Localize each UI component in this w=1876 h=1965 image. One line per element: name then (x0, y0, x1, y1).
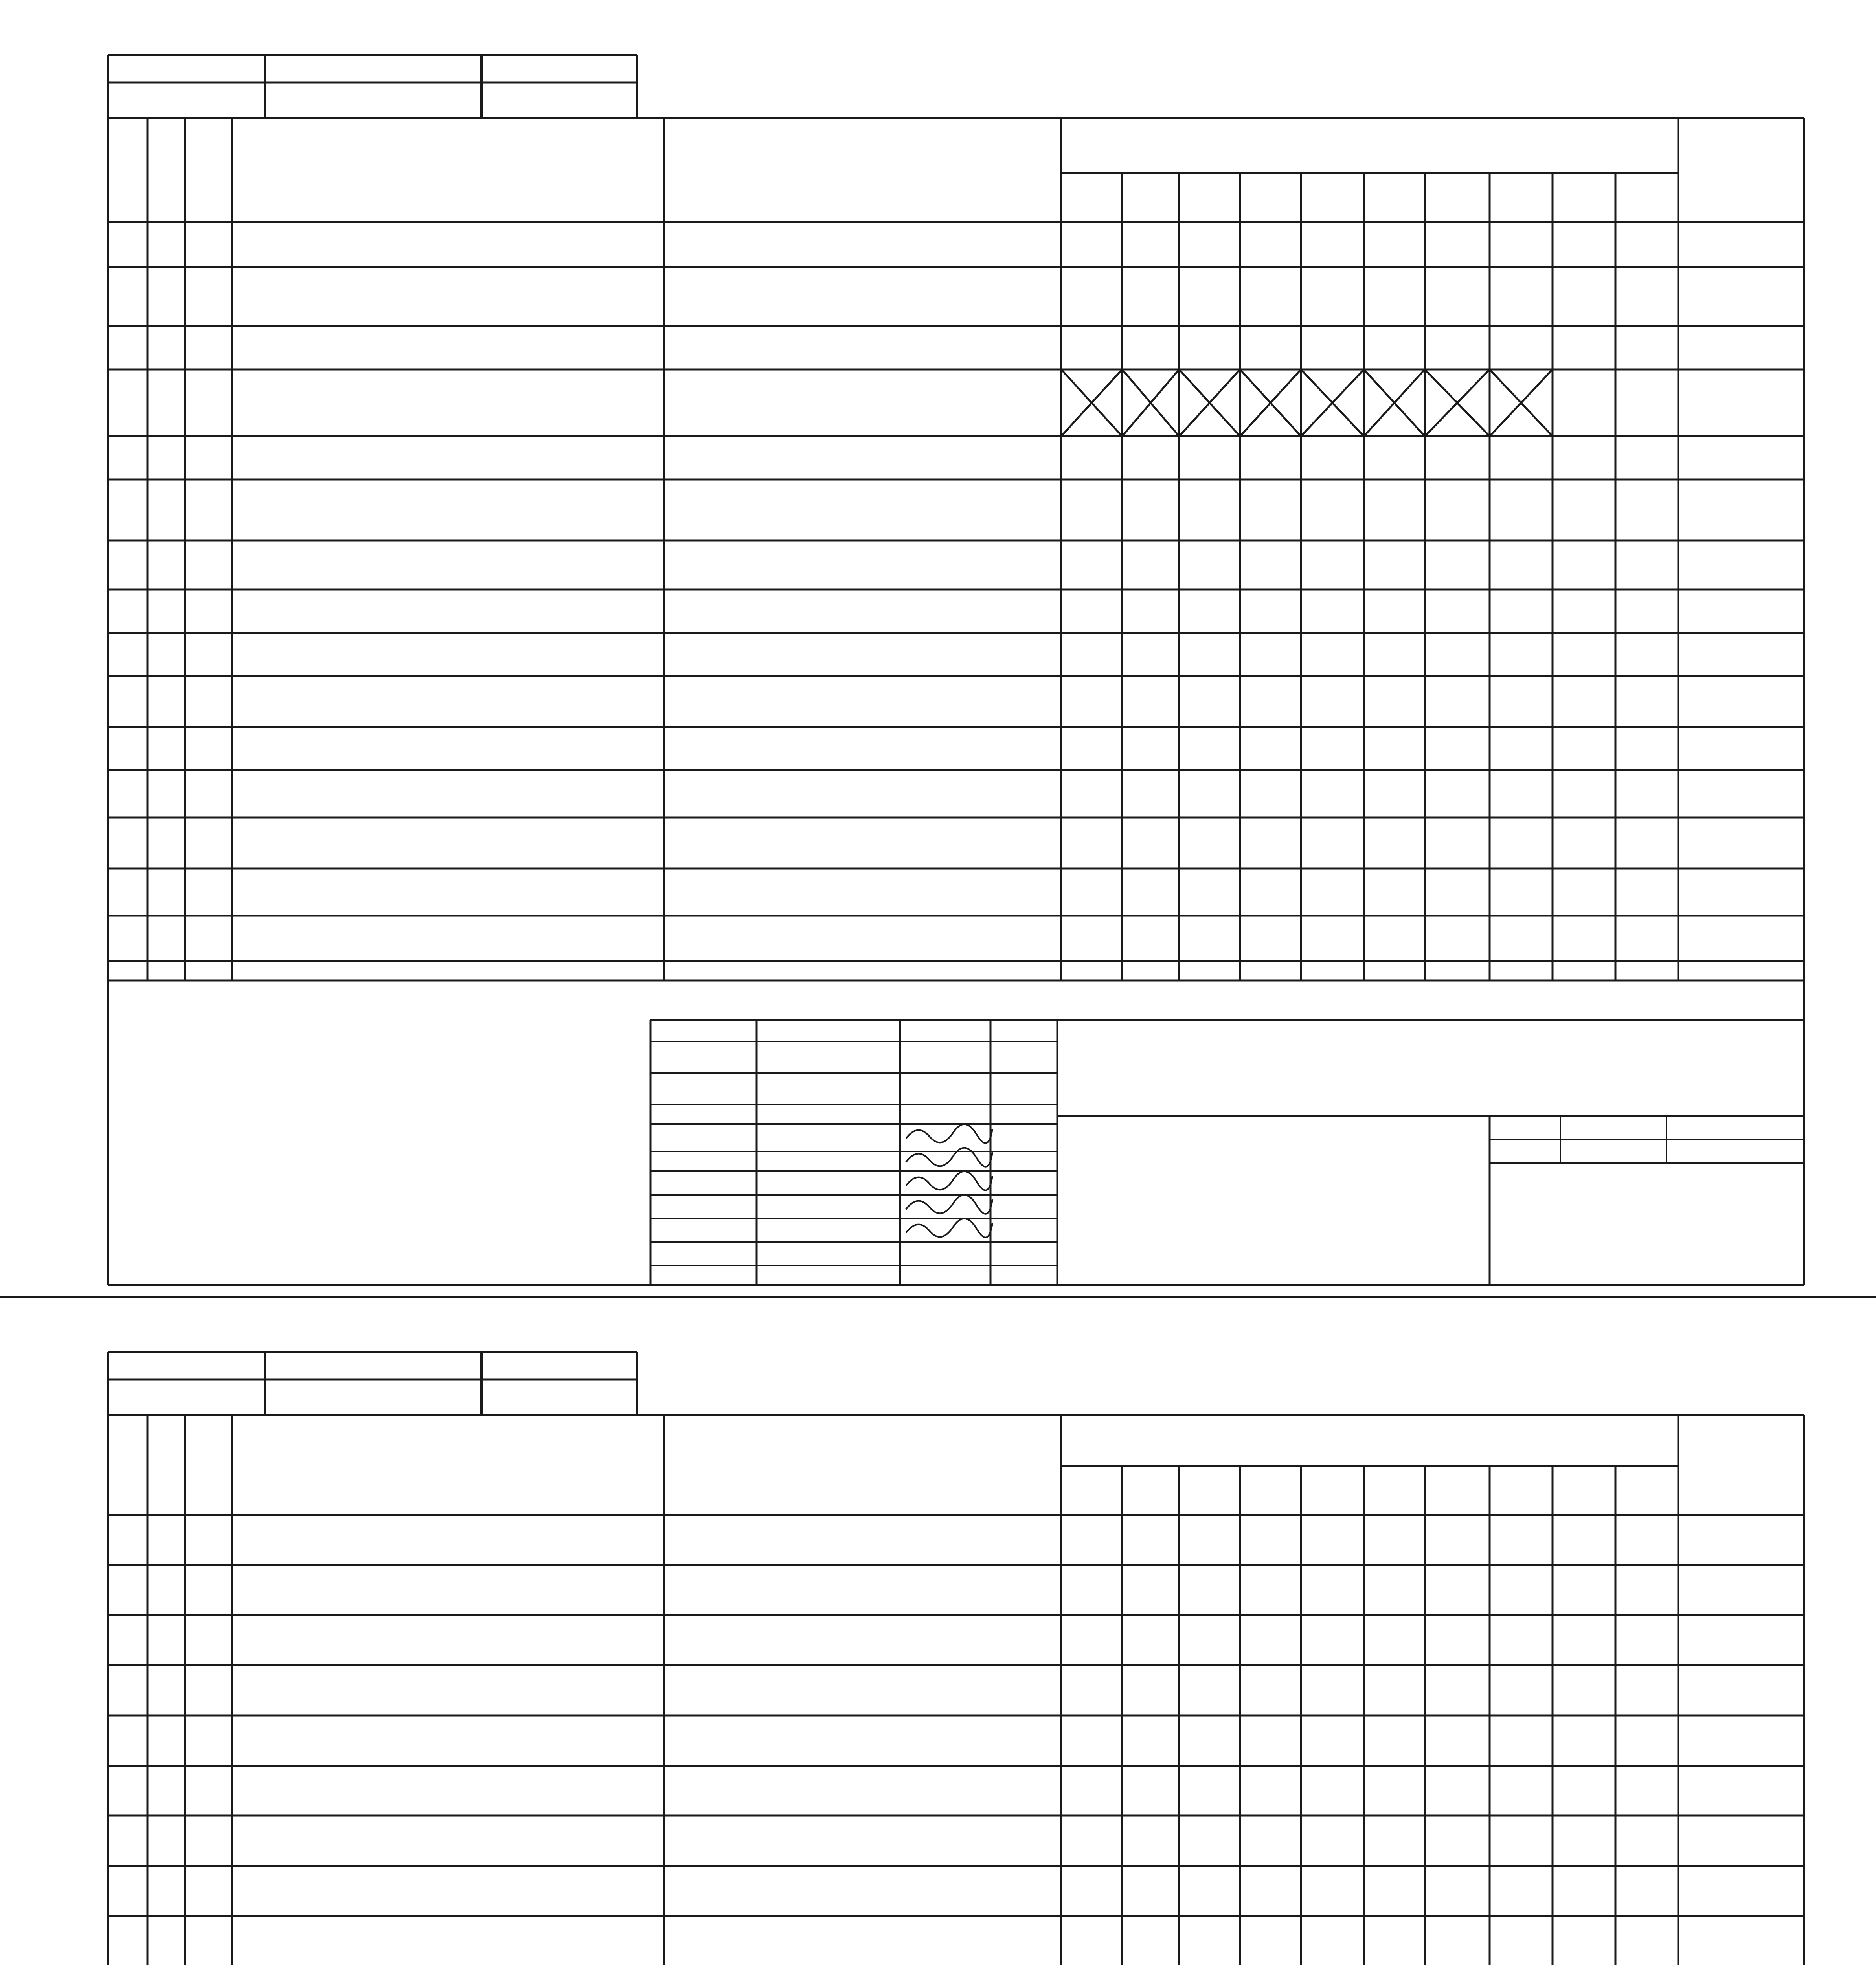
signature-mark (906, 1195, 992, 1214)
signature-mark (906, 1148, 992, 1167)
signature-mark (906, 1219, 992, 1238)
signature-mark (906, 1172, 992, 1190)
signature-mark (906, 1124, 992, 1143)
